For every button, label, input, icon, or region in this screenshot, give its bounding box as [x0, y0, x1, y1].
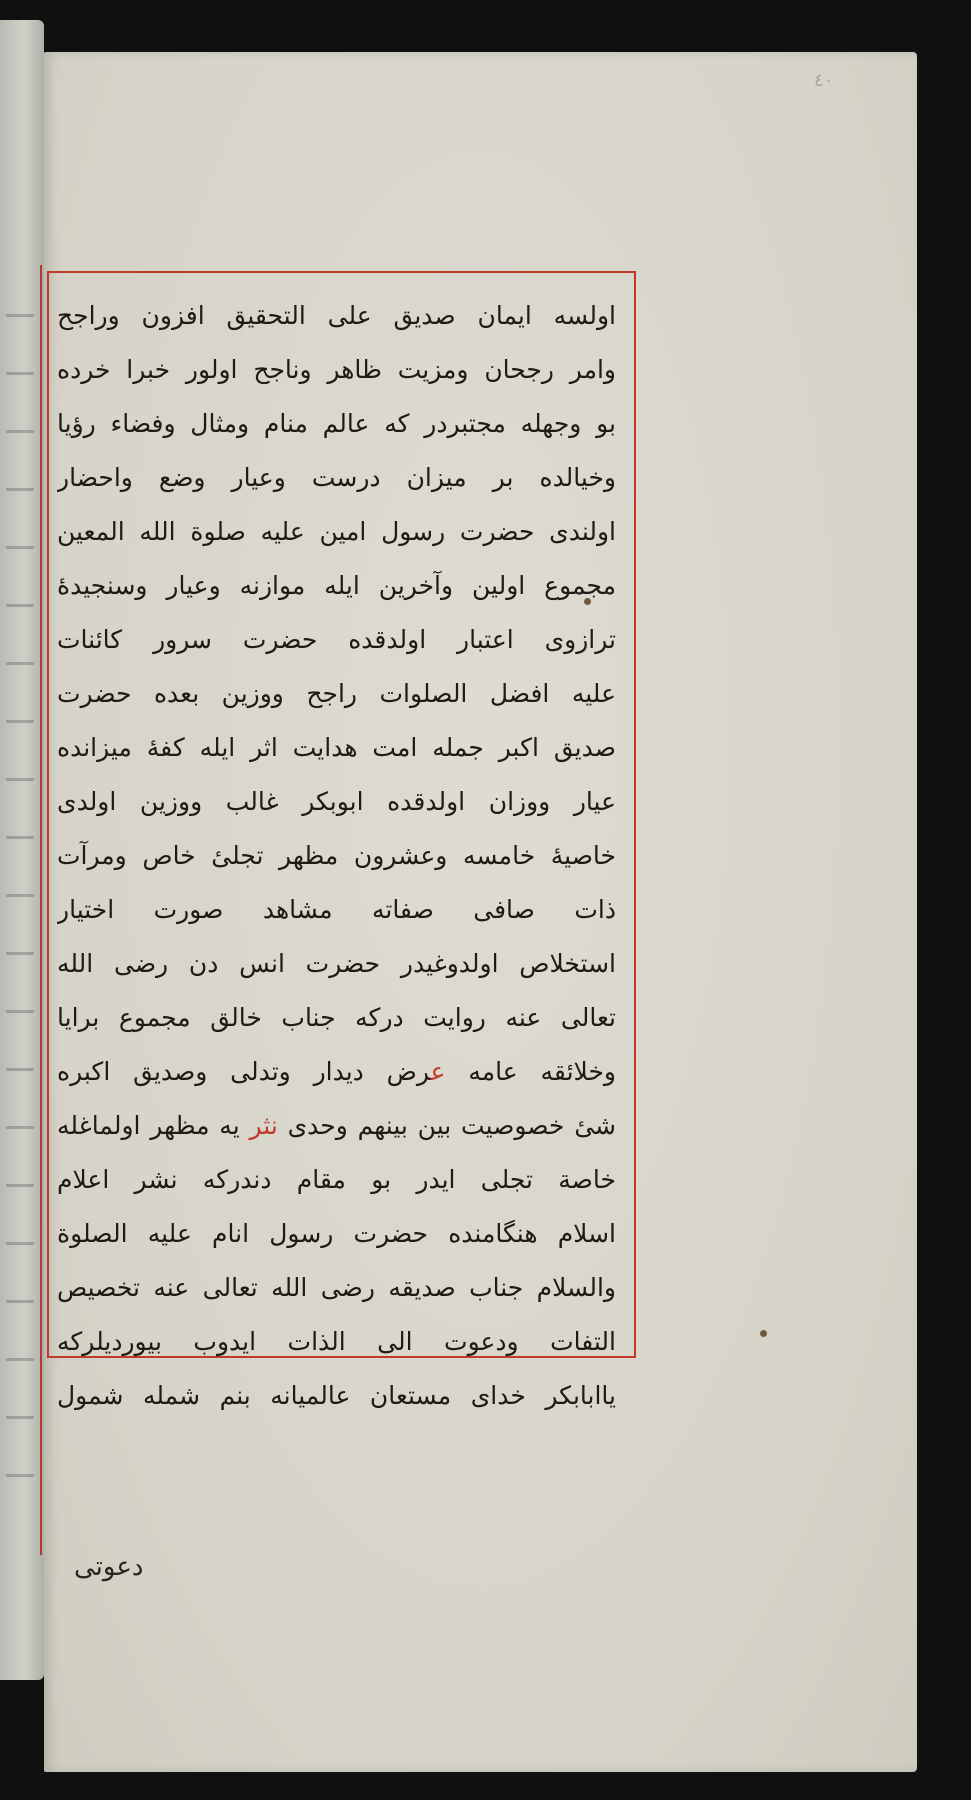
- text-line-18: اسلام هنگامنده حضرت رسول انام علیه الصلوة: [57, 1219, 616, 1248]
- text-line-9: صدیق اکبر جمله امت هدایت اثر ایله کفهٔ میزانده: [57, 733, 616, 762]
- text-line-3: بو وجهله مجتبردر که عالم منام ومثال وفضاء رؤیا: [57, 409, 616, 438]
- text-line-17: خاصة تجلی ایدر بو مقام دندرکه نشر اعلام: [57, 1165, 616, 1194]
- text-block: [57, 289, 616, 1410]
- text-line-21: یاابابکر خدای مستعان عالمیانه بنم شمله شمول: [57, 1381, 616, 1410]
- text-line-6: مجموع اولین وآخرین ایله موازنه وعیار وسنجیدهٔ: [57, 571, 616, 600]
- text-line-1: اولسه ایمان صدیق علی التحقیق افزون وراجح: [57, 301, 616, 330]
- text-line-11: خاصیهٔ خامسه وعشرون مظهر تجلیٔ خاص ومرآت: [57, 841, 616, 870]
- text-block-frame: [47, 271, 636, 1410]
- text-line-2: وامر رجحان ومزیت ظاهر وناجح اولور خبرا خرده: [57, 355, 616, 384]
- text-line-16: شیٔ خصوصیت بین بینهم وحدی نثر یه مظهر اولماغله: [57, 1111, 616, 1140]
- text-line-7: ترازوی اعتبار اولدقده حضرت سرور کائنات: [57, 625, 616, 654]
- ink-spot: [760, 1330, 767, 1337]
- text-line-14: تعالی عنه روایت درکه جناب خالق مجموع برایا: [57, 1003, 616, 1032]
- rubric-letter: ع: [430, 1057, 446, 1086]
- manuscript-page: [44, 52, 917, 1772]
- text-line-8: علیه افضل الصلوات راجح ووزین بعده حضرت: [57, 679, 616, 708]
- text-line-10: عیار ووزان اولدقده ابوبکر غالب ووزین اولدی: [57, 787, 616, 816]
- rubric-word: نثر: [249, 1111, 278, 1140]
- text-line-4: وخیالده بر میزان درست وعیار وضع واحضار: [57, 463, 616, 492]
- text-line-13: استخلاص اولدوغیدر حضرت انس دن رضی الله: [57, 949, 616, 978]
- text-line-15: وخلائقه عامه عرض دیدار وتدلی وصدیق اکبره: [57, 1057, 616, 1086]
- text-line-19: والسلام جناب صدیقه رضی الله تعالی عنه تخصیص: [57, 1273, 616, 1302]
- folio-mark: ٤٠: [814, 70, 834, 91]
- facing-page-edge: [0, 20, 44, 1680]
- text-line-12: ذات صافی صفاته مشاهد صورت اختیار: [57, 895, 616, 924]
- catchword: دعوتی: [74, 1552, 144, 1582]
- text-line-5: اولندی حضرت رسول امین علیه صلوة الله المعین: [57, 517, 616, 546]
- text-line-20: التفات ودعوت الی الذات ایدوب بیوردیلرکه: [57, 1327, 616, 1356]
- facing-page-bleed-text: [6, 280, 34, 1530]
